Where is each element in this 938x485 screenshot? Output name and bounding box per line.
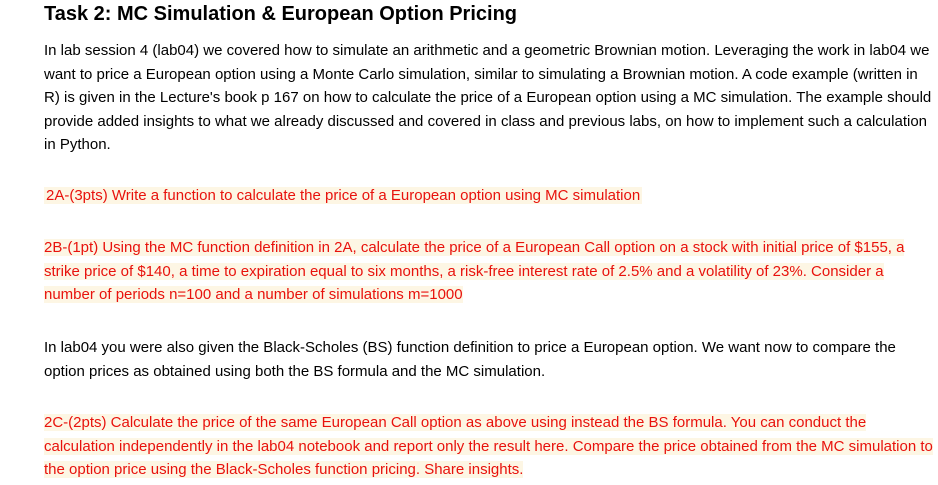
task-2c-paragraph xyxy=(44,411,934,482)
bs-intro-paragraph: In lab04 you were also given the Black-Scholes (BS) function definition to price a European option. We want now to compare the option prices as obtained using both the BS formula and the MC simulation. xyxy=(44,339,896,380)
task-2c-text: 2C-(2pts) Calculate the price of the same European Call option as above using instead the BS formula. You can conduct the calculation independently in the lab04 notebook and report only the result here. Compare the price obtained from the MC simulation to the option price using the Black-Scholes function pricing. Share insights. xyxy=(44,414,933,478)
page-title: Task 2: MC Simulation & European Option Pricing xyxy=(44,3,518,25)
intro-paragraph: In lab session 4 (lab04) we covered how to simulate an arithmetic and a geometric Brownian motion. Leveraging the work in lab04 we want to price a European option using a Monte Carlo simulation, similar to simulating a Brownian motion. A code example (written in R) is given in the Lecture's book p 167 on how to calculate the price of a European option using a MC simulation. The example should provide added insights to what we already discussed and covered in class and previous labs, on how to implement such a calculation in Python. xyxy=(44,42,932,153)
task-2a-text: 2A-(3pts) Write a function to calculate the price of a European option using MC simulation xyxy=(46,187,641,204)
task-2b-text: 2B-(1pt) Using the MC function definition in 2A, calculate the price of a European Call option on a stock with initial price of $155, a strike price of $140, a time to expiration equal to six months, a risk-free interest rate of 2.5% and a volatility of 23%. Consider a number of periods n=100 and a number of simulations m=1000 xyxy=(44,239,905,303)
task-2a-paragraph xyxy=(44,184,934,208)
task-2b-paragraph xyxy=(44,236,934,307)
